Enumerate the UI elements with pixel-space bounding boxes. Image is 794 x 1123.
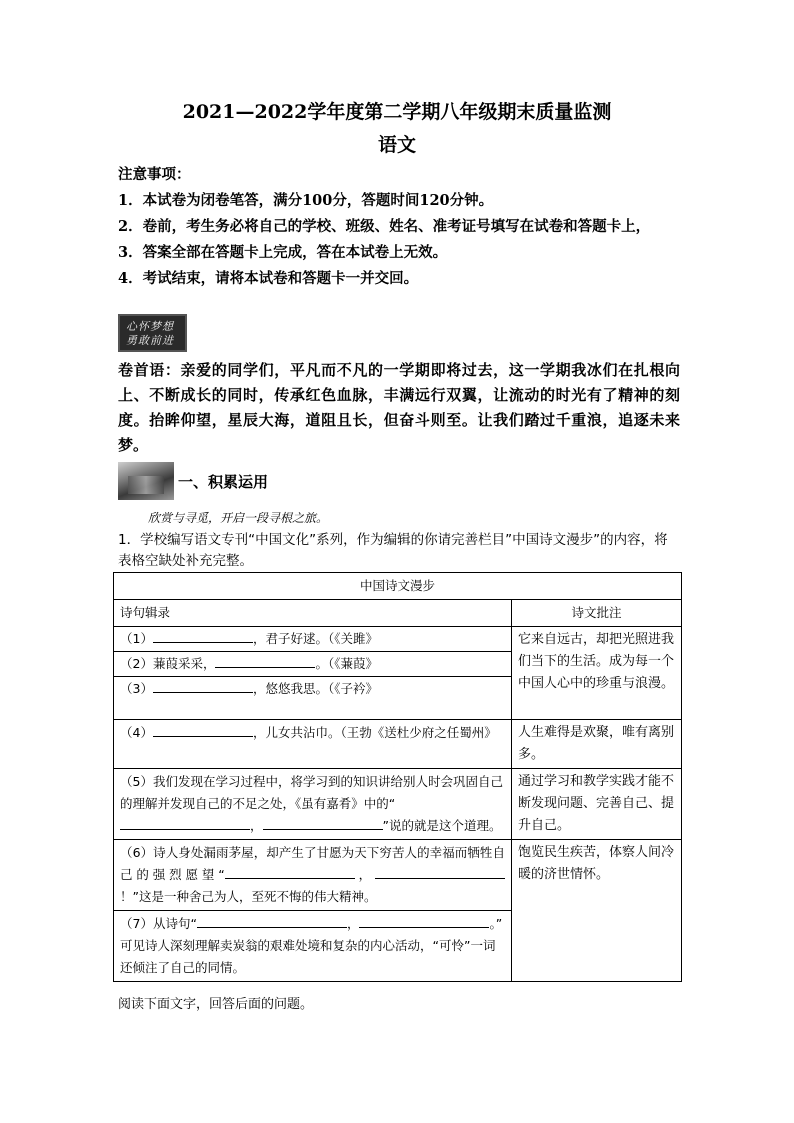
verse-text: （5）我们发现在学习过程中，将学习到的知识讲给别人时会巩固自己的理解并发现自己的不足之处，《虽有嘉肴》中的 — [120, 774, 503, 811]
table-row — [114, 911, 512, 982]
reading-instruction: 阅读下面文字，回答后面的问题。 — [118, 997, 314, 1012]
quote-mark: “ — [218, 867, 225, 882]
verse-text: （7）从诗句“ — [120, 916, 197, 931]
table-row — [114, 769, 512, 840]
separator: ， — [346, 916, 360, 931]
badge-line: 勇敢前进 — [126, 334, 174, 347]
comment-cell: 饱览民生疾苦，体察人间冷暖的济世情怀。 — [512, 840, 682, 982]
table-row — [114, 840, 512, 911]
motto-badge-image — [118, 314, 187, 352]
item-number: （1） — [120, 631, 153, 646]
question-1: 1．学校编写语文专刊“中国文化”系列，作为编辑的你请完善栏目”中国诗文漫步”的内容，将表格空缺处补充完整。 — [118, 532, 668, 569]
comment-cell: 它来自远古，却把光照进我们当下的生活。成为每一个中国人心中的珍重与浪漫。 — [512, 627, 682, 720]
verse-text: （6）诗人身处漏雨茅屋，却产生了甘愿为天下穷苦人的幸福而牺牲自己的强烈愿望 — [120, 845, 505, 882]
answer-blank[interactable] — [225, 864, 355, 879]
section-photo — [118, 462, 174, 500]
notes-block — [118, 162, 678, 292]
answer-blank[interactable] — [197, 913, 347, 928]
notes-item: 3．答案全部在答题卡上完成，答在本试卷上无效。 — [118, 244, 448, 261]
verse-text: ，悠悠我思。（《子衿》 — [252, 681, 378, 696]
quote-mark: “ — [388, 796, 396, 811]
exam-title: 2021—2022学年度第二学期八年级期末质量监测 — [182, 101, 612, 123]
separator: ， — [354, 867, 375, 882]
item-number: （3） — [120, 681, 153, 696]
verse-text: ”说的就是这个道理。 — [382, 818, 502, 833]
exam-subject: 语文 — [377, 134, 416, 156]
notes-item: 4．考试结束，请将本试卷和答题卡一并交回。 — [118, 270, 419, 287]
comment-cell: 通过学习和教学实践才能不断发现问题、完善自己、提升自己。 — [512, 769, 682, 840]
verse-text: 可见诗人深刻理解卖炭翁的艰难处境和复杂的内心活动，“可怜”一词还倾注了自己的同情。 — [120, 938, 496, 975]
answer-blank[interactable] — [120, 815, 250, 830]
answer-blank[interactable] — [153, 628, 253, 643]
table-caption: 中国诗文漫步 — [114, 573, 682, 600]
column-header-comments: 诗文批注 — [512, 600, 682, 627]
section-heading: 一、积累运用 — [178, 473, 269, 491]
verse-text: 。（《蒹葭》 — [315, 656, 378, 671]
table-row — [114, 627, 512, 720]
notes-item: 1．本试卷为闭卷笔答，满分100分，答题时间120分钟。 — [118, 192, 494, 209]
poetry-table — [113, 572, 682, 982]
column-header-verses: 诗句辑录 — [114, 600, 512, 627]
answer-blank[interactable] — [375, 864, 505, 879]
section-motto: 欣赏与寻觅，开启一段寻根之旅。 — [148, 511, 329, 525]
table-row — [114, 720, 512, 769]
notes-heading: 注意事项： — [118, 166, 191, 183]
verse-text: ，儿女共沾巾。（王勃《送杜少府之任蜀州》 — [252, 725, 497, 740]
foreword: 卷首语：亲爱的同学们，平凡而不凡的一学期即将过去，这一学期我冰们在扎根向上、不断成长的同时，传承红色血脉，丰满远行双翼，让流动的时光有了精神的刻度。抬眸仰望，星辰大海，道阻且长，但奋斗则至。让我们踏过千重浪，追逐未来梦。 — [118, 361, 680, 454]
comment-cell: 人生难得是欢聚，唯有离别多。 — [512, 720, 682, 769]
badge-line: 心怀梦想 — [126, 320, 174, 333]
separator: ， — [250, 818, 263, 833]
answer-blank[interactable] — [263, 815, 383, 830]
answer-blank[interactable] — [153, 678, 253, 693]
answer-blank[interactable] — [215, 653, 315, 668]
verse-text: ，君子好逑。（《关雎》 — [252, 631, 378, 646]
item-number: （4） — [120, 725, 153, 740]
verse-text: （2）蒹葭采采， — [120, 656, 216, 671]
answer-blank[interactable] — [359, 913, 489, 928]
quote-mark: 。” — [489, 916, 503, 931]
verse-text: ！”这是一种舍己为人，至死不悔的伟大精神。 — [120, 889, 377, 904]
notes-item: 2．卷前，考生务必将自己的学校、班级、姓名、准考证号填写在试卷和答题卡上， — [118, 218, 651, 235]
answer-blank[interactable] — [153, 722, 253, 737]
